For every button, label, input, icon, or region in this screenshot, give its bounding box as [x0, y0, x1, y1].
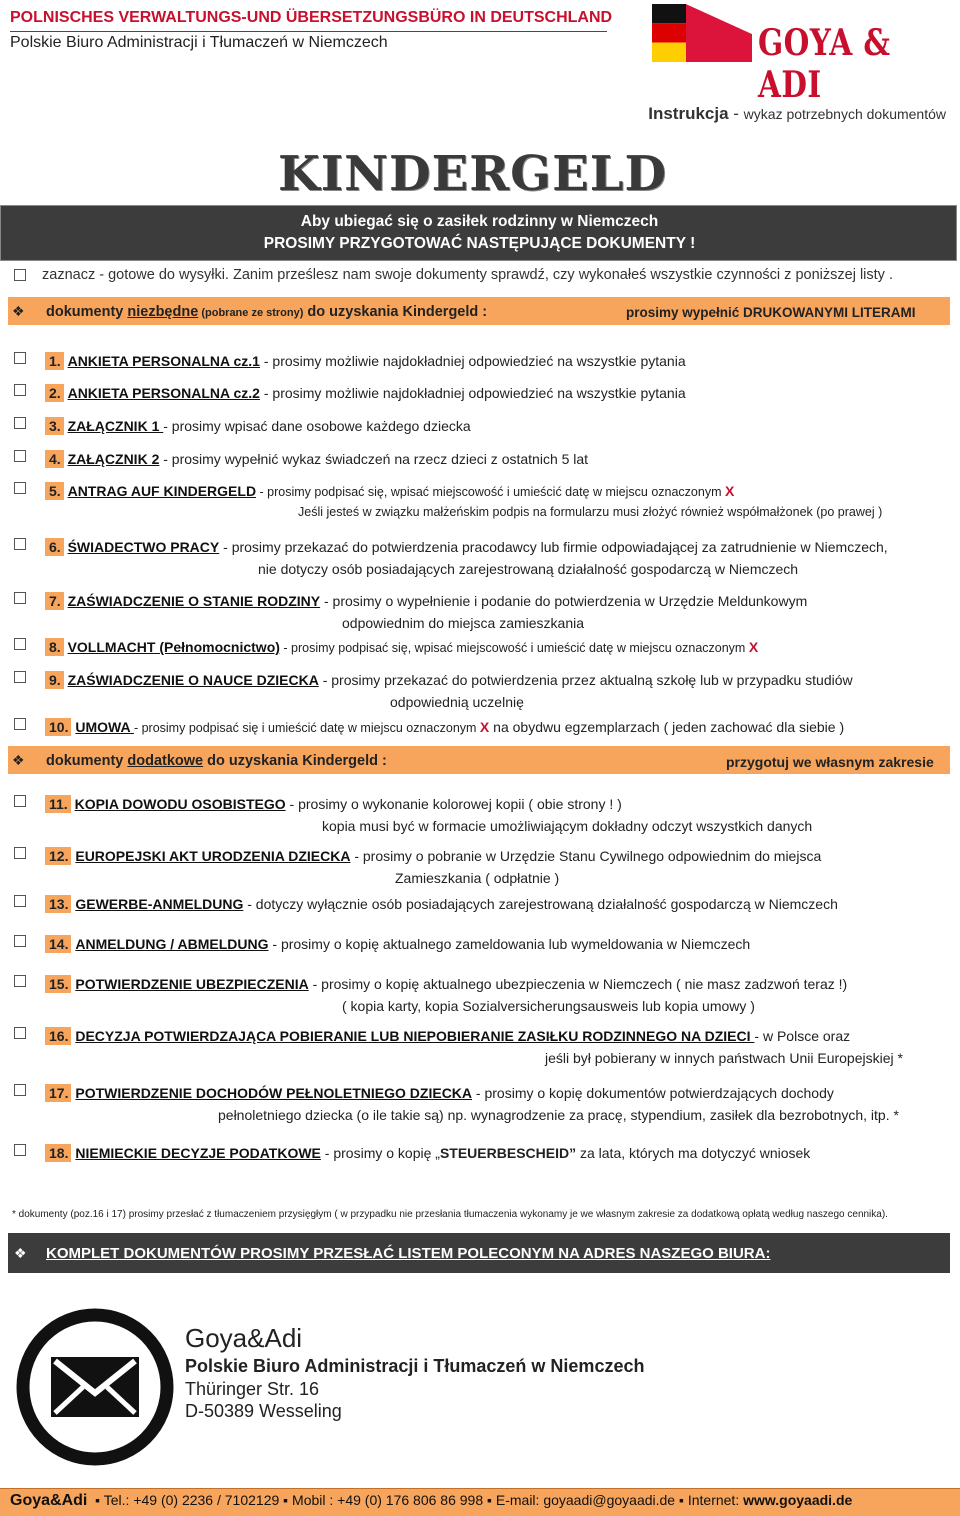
item-checkbox[interactable] — [14, 1084, 26, 1096]
item-checkbox[interactable] — [14, 671, 26, 683]
item-detail-line: jeśli był pobierany w innych państwach Unii Europejskiej * — [545, 1050, 903, 1066]
item-number: 16. — [45, 1027, 71, 1045]
item-number: 13. — [45, 895, 71, 913]
item-emphasis: STEUERBESCHEID” — [439, 1145, 577, 1161]
item-number: 4. — [45, 450, 64, 468]
address-name: Goya&Adi — [185, 1323, 303, 1353]
list-item — [45, 352, 686, 370]
page-title: KINDERGELD — [278, 146, 668, 202]
list-item — [45, 417, 471, 435]
item-document-link[interactable]: POTWIERDZENIE UBEZPIECZENIA — [75, 976, 309, 992]
item-checkbox[interactable] — [14, 352, 26, 364]
list-item — [45, 847, 821, 865]
footer-phone[interactable]: +49 (0) 2236 / 7102129 — [133, 1492, 280, 1508]
item-detail-line: kopia musi być w formacie umożliwiającym dokładny odczyt wszystkich danych — [322, 818, 813, 834]
item-description: - prosimy możliwie najdokładniej odpowiedzieć na wszystkie pytania — [259, 385, 686, 401]
bullet-icon: ▪ — [95, 1492, 101, 1508]
item-checkbox[interactable] — [14, 795, 26, 807]
item-description: - prosimy możliwie najdokładniej odpowiedzieć na wszystkie pytania — [259, 353, 686, 369]
diamond-bullet-icon: ❖ — [12, 303, 25, 319]
list-item — [45, 638, 758, 656]
item-document-link[interactable]: DECYZJA POTWIERDZAJĄCA POBIERANIE LUB NIEPOBIERANIE ZASIŁKU RODZINNEGO NA DZIECI — [75, 1028, 755, 1044]
item-description: - prosimy podpisać się i umieścić datę w miejscu oznaczonym — [133, 721, 480, 735]
banner-line-1: Aby ubiegać się o zasiłek rodzinny w Niemczech — [300, 213, 659, 230]
header-company-pl: Polskie Biuro Administracji i Tłumaczeń w Niemczech — [10, 34, 388, 51]
signature-mark: X — [724, 483, 735, 499]
item-document-link[interactable]: GEWERBE-ANMELDUNG — [75, 896, 244, 912]
footnote: * dokumenty (poz.16 i 17) prosimy przesłać z tłumaczeniem przysięgłym ( w przypadku nie przesłania tłumaczenia wykonamy je we własnym zakresie za dodatkową opłatą według naszego cennika). — [12, 1209, 888, 1220]
item-description-cont: za lata, których ma dotyczyć wniosek — [576, 1145, 811, 1161]
list-item — [45, 1027, 850, 1045]
item-number: 15. — [45, 975, 71, 993]
item-checkbox[interactable] — [14, 935, 26, 947]
flags-logo-icon — [652, 4, 752, 62]
list-item — [45, 935, 750, 953]
item-number: 5. — [45, 482, 64, 500]
item-document-link[interactable]: ANKIETA PERSONALNA cz.1 — [67, 353, 260, 369]
item-description: - prosimy przekazać do potwierdzenia przez aktualną szkołę lub w przypadku studiów — [318, 672, 853, 688]
item-document-link[interactable]: ŚWIADECTWO PRACY — [67, 539, 220, 555]
item-description: - prosimy podpisać się, wpisać miejscowość i umieścić datę w miejscu oznaczonym — [279, 641, 749, 655]
item-document-link[interactable]: ZAŚWIADCZENIE O NAUCE DZIECKA — [67, 672, 319, 688]
item-document-link[interactable]: ZAŁĄCZNIK 2 — [67, 451, 160, 467]
item-document-link[interactable]: ANKIETA PERSONALNA cz.2 — [67, 385, 260, 401]
list-item — [45, 482, 734, 500]
envelope-icon — [15, 1307, 175, 1467]
item-document-link[interactable]: ZAŚWIADCZENIE O STANIE RODZINY — [67, 593, 321, 609]
item-checkbox[interactable] — [14, 482, 26, 494]
section-required-header — [8, 297, 950, 325]
item-checkbox[interactable] — [14, 1027, 26, 1039]
item-detail-line: nie dotyczy osób posiadających zarejestrowaną działalność gospodarczą w Niemczech — [258, 561, 799, 577]
item-number: 11. — [45, 795, 71, 813]
list-item — [45, 795, 622, 813]
item-description: - prosimy o pobranie w Urzędzie Stanu Cywilnego odpowiednim do miejsca — [350, 848, 822, 864]
item-description: - prosimy o kopię aktualnego zameldowania lub wymeldowania w Niemczech — [268, 936, 751, 952]
item-description: - prosimy wpisać dane osobowe każdego dziecka — [163, 418, 471, 434]
item-document-link[interactable]: UMOWA — [75, 719, 134, 735]
list-item — [45, 1084, 834, 1102]
list-item — [45, 1144, 810, 1162]
item-document-link[interactable]: ZAŁĄCZNIK 1 — [67, 418, 164, 434]
item-number: 10. — [45, 718, 71, 736]
item-checkbox[interactable] — [14, 384, 26, 396]
item-number: 14. — [45, 935, 71, 953]
item-number: 17. — [45, 1084, 71, 1102]
item-description: - prosimy o kopię dokumentów potwierdzających dochody — [472, 1085, 834, 1101]
header-company-de: POLNISCHES VERWALTUNGS-UND ÜBERSETZUNGSBÜRO IN DEUTSCHLAND — [10, 9, 613, 26]
signature-mark: X — [748, 639, 759, 655]
item-description: - prosimy o wykonanie kolorowej kopii ( obie strony ! ) — [285, 796, 622, 812]
banner-line-2: PROSIMY PRZYGOTOWAĆ NASTĘPUJĄCE DOKUMENTY ! — [263, 235, 696, 252]
item-description: - w Polsce oraz — [754, 1028, 851, 1044]
item-checkbox[interactable] — [14, 538, 26, 550]
footer-bar — [0, 1488, 960, 1516]
item-number: 6. — [45, 538, 64, 556]
item-document-link[interactable]: KOPIA DOWODU OSOBISTEGO — [74, 796, 286, 812]
section-required-note: prosimy wypełnić DRUKOWANYMI LITERAMI — [626, 305, 916, 320]
signature-mark: X — [479, 719, 490, 735]
footer-contact: Goya&Adi ▪ Tel.: +49 (0) 2236 / 7102129 ▪ Mobil : +49 (0) 176 806 86 998 ▪ E-mail: goyaadi@goyaadi.de ▪ Internet: www.goyaadi.de — [10, 1492, 853, 1509]
section-additional-header — [8, 746, 950, 774]
bullet-icon: ▪ — [283, 1492, 289, 1508]
item-description: - prosimy wypełnić wykaz świadczeń na rzecz dzieci z ostatnich 5 lat — [159, 451, 589, 467]
list-item — [45, 718, 844, 736]
list-item — [45, 384, 686, 402]
diamond-bullet-icon: ❖ — [12, 752, 25, 768]
send-instruction-banner — [8, 1233, 950, 1273]
item-checkbox[interactable] — [14, 417, 26, 429]
list-item — [45, 671, 853, 689]
item-number: 8. — [45, 638, 64, 656]
item-description: - prosimy o kopię „ — [320, 1145, 440, 1161]
item-description: - prosimy przekazać do potwierdzenia pracodawcy lub firmie odpowiadającej za zatrudnienie w Niemczech, — [219, 539, 888, 555]
section-additional-note: przygotuj we własnym zakresie — [726, 754, 934, 770]
item-checkbox[interactable] — [14, 638, 26, 650]
item-document-link[interactable]: VOLLMACHT (Pełnomocnictwo) — [67, 639, 280, 655]
item-checkbox[interactable] — [14, 450, 26, 462]
intro-banner — [0, 205, 957, 261]
list-item — [45, 975, 847, 993]
item-description-cont: na obydwu egzemplarzach ( jeden zachować dla siebie ) — [489, 719, 845, 735]
footer-mobile[interactable]: +49 (0) 176 806 86 998 — [337, 1492, 484, 1508]
item-number: 12. — [45, 847, 71, 865]
item-checkbox[interactable] — [14, 1144, 26, 1156]
list-item — [45, 592, 807, 610]
address-street: Thüringer Str. 16 — [185, 1379, 320, 1399]
footer-website[interactable]: www.goyaadi.de — [743, 1492, 853, 1508]
item-number: 18. — [45, 1144, 71, 1162]
item-description: - dotyczy wyłącznie osób posiadających zarejestrowaną działalność gospodarczą w Niemczech — [243, 896, 838, 912]
item-description: - prosimy o wypełnienie i podanie do potwierdzenia w Urzędzie Meldunkowym — [320, 593, 808, 609]
bullet-icon: ▪ — [678, 1492, 684, 1508]
address-office: Polskie Biuro Administracji i Tłumaczeń w Niemczech — [185, 1356, 645, 1376]
item-number: 3. — [45, 417, 64, 435]
item-detail-line: Jeśli jesteś w związku małżeńskim podpis na formularzu musi złożyć również współmałżonek (po prawej ) — [298, 505, 883, 519]
section-required-title: dokumenty niezbędne (pobrane ze strony) do uzyskania Kindergeld : — [46, 304, 488, 320]
item-number: 9. — [45, 671, 64, 689]
address-city: D-50389 Wesseling — [185, 1401, 342, 1421]
item-number: 1. — [45, 352, 64, 370]
section-additional-title: dokumenty dodatkowe do uzyskania Kindergeld : — [46, 753, 387, 769]
list-item — [45, 895, 838, 913]
send-instruction-text: KOMPLET DOKUMENTÓW PROSIMY PRZESŁAĆ LISTEM POLECONYM NA ADRES NASZEGO BIURA: — [46, 1245, 771, 1262]
item-document-link[interactable]: EUROPEJSKI AKT URODZENIA DZIECKA — [75, 848, 351, 864]
item-checkbox[interactable] — [14, 718, 26, 730]
item-detail-line: odpowiednim do miejsca zamieszkania — [342, 615, 585, 631]
item-document-link[interactable]: NIEMIECKIE DECYZJE PODATKOWE — [75, 1145, 321, 1161]
item-detail-line: Zamieszkania ( odpłatnie ) — [395, 870, 560, 886]
item-description: - prosimy o kopię aktualnego ubezpieczenia w Niemczech ( nie masz zadzwoń teraz !) — [308, 976, 848, 992]
item-description: - prosimy podpisać się, wpisać miejscowość i umieścić datę w miejscu oznaczonym — [256, 485, 725, 499]
footer-email[interactable]: goyaadi@goyaadi.de — [543, 1492, 676, 1508]
list-item — [45, 450, 588, 468]
item-document-link[interactable]: ANTRAG AUF KINDERGELD — [67, 483, 257, 499]
item-number: 2. — [45, 384, 64, 402]
item-detail-line: ( kopia karty, kopia Sozialversicherungsausweis lub kopia umowy ) — [342, 998, 755, 1014]
item-document-link[interactable]: ANMELDUNG / ABMELDUNG — [75, 936, 269, 952]
item-document-link[interactable]: POTWIERDZENIE DOCHODÓW PEŁNOLETNIEGO DZIECKA — [75, 1085, 473, 1101]
bullet-icon: ▪ — [487, 1492, 492, 1508]
brand-logo: GOYA & ADI — [758, 22, 891, 106]
instruction-note: zaznacz - gotowe do wysyłki. Zanim prześlesz nam swoje dokumenty sprawdź, czy wykonałeś wszystkie czynności z poniższej listy . — [42, 267, 893, 283]
item-detail-line: odpowiednią uczelnię — [390, 694, 524, 710]
header-divider — [10, 31, 607, 32]
item-number: 7. — [45, 592, 64, 610]
item-checkbox[interactable] — [14, 592, 26, 604]
item-checkbox[interactable] — [14, 847, 26, 859]
instruction-heading: Instrukcja - wykaz potrzebnych dokumentów — [648, 104, 946, 123]
item-checkbox[interactable] — [14, 975, 26, 987]
legend-checkbox[interactable] — [14, 269, 26, 281]
diamond-bullet-icon: ❖ — [14, 1245, 27, 1261]
item-checkbox[interactable] — [14, 895, 26, 907]
list-item — [45, 538, 888, 556]
item-detail-line: pełnoletniego dziecka (o ile takie są) np. wynagrodzenie za pracę, stypendium, zasiłek dla bezrobotnych, itp. * — [218, 1107, 899, 1123]
